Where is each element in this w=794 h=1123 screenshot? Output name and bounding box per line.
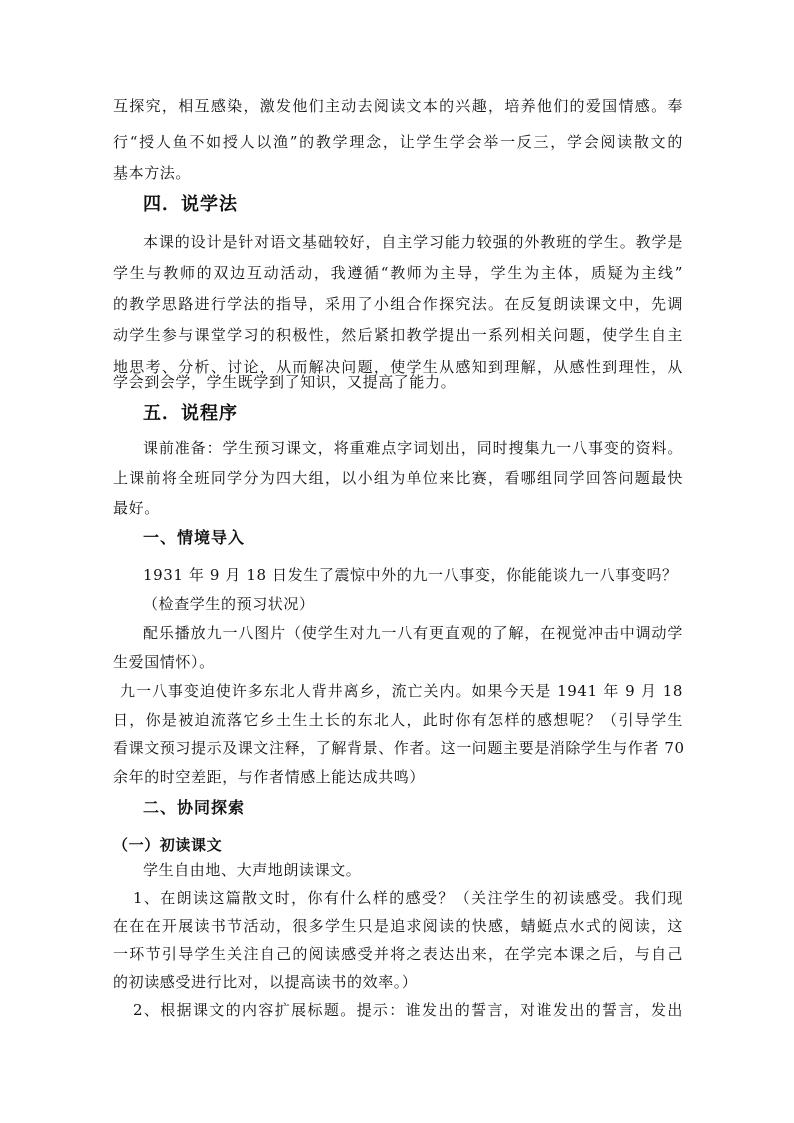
paragraph-line: 学生与教师的双边互动活动，我遵循“教师为主导，学生为主体，质疑为主线” [113,264,683,282]
paragraph-line: 余年的时空差距，与作者情感上能达成共鸣） [113,768,426,786]
paragraph-line: 日，你是被迫流落它乡土生土长的东北人，此时你有怎样的感想呢？（引导学生 [113,711,683,729]
sub-subsection-heading-first-reading: （一）初读课文 [113,836,223,854]
paragraph-line: 课前准备：学生预习课文，将重难点字词划出，同时搜集九一八事变的资料。 [143,439,683,457]
paragraph-line: 的初读感受进行比对，以提高读书的效率。） [113,973,418,991]
paragraph-line: 行“授人鱼不如授人以渔”的教学理念，让学生学会举一反三，学会阅读散文的 [113,133,683,151]
paragraph-line: 配乐播放九一八图片（使学生对九一八有更直观的了解，在视觉冲击中调动学 [143,624,683,642]
paragraph-line: 学会到会学，学生既学到了知识，又提高了能力。 [113,373,457,391]
paragraph-line: 1931 年 9 月 18 日发生了震惊中外的九一八事变，你能能谈九一八事变吗？ [143,566,678,584]
paragraph-line: 地思考、分析、讨论，从而解决问题，使学生从感知到理解，从感性到理性，从 [113,358,683,376]
paragraph-line: 生爱国情怀）。 [113,653,215,671]
paragraph-line: 本课的设计是针对语文基础较好，自主学习能力较强的外教班的学生。教学是 [143,233,683,251]
paragraph-line: 互探究，相互感染，激发他们主动去阅读文本的兴趣，培养他们的爱国情感。奉 [113,97,683,115]
paragraph-line: 一环节引导学生关注自己的阅读感受并将之表达出来，在学完本课之后，与自己 [113,945,683,963]
subsection-heading-explore: 二、协同探索 [143,798,246,817]
paragraph-line: 的教学思路进行学法的指导，采用了小组合作探究法。在反复朗读课文中，先调 [113,295,683,313]
paragraph-line: 九一八事变迫使许多东北人背井离乡，流亡关内。如果今天是 1941 年 9 月 18 [120,682,683,700]
paragraph-line: 最好。 [113,499,160,517]
paragraph-line: 在在在开展读书节活动，很多学生只是追求阅读的快感，蜻蜓点水式的阅读，这 [113,917,683,935]
paragraph-line: 1、在朗读这篇散文时，你有什么样的感受？（关注学生的初读感受。我们现 [133,889,683,907]
section-heading-procedure: 五．说程序 [143,403,238,424]
subsection-heading-intro: 一、情境导入 [143,528,246,547]
section-heading-learning-method: 四．说学法 [143,194,238,215]
paragraph-line: 基本方法。 [113,164,192,182]
paragraph-line: 2、根据课文的内容扩展标题。提示：谁发出的誓言，对谁发出的誓言，发出 [133,1001,683,1019]
paragraph-line: 看课文预习提示及课文注释，了解背景、作者。这一问题主要是消除学生与作者 70 [113,739,685,757]
paragraph-line: 动学生参与课堂学习的积极性，然后紧扣教学提出一系列相关问题，使学生自主 [113,326,683,344]
paragraph-line: 学生自由地、大声地朗读课文。 [143,861,362,879]
paragraph-line: （检查学生的预习状况） [143,595,315,613]
paragraph-line: 上课前将全班同学分为四大组，以小组为单位来比赛，看哪组同学回答问题最快 [113,469,683,487]
